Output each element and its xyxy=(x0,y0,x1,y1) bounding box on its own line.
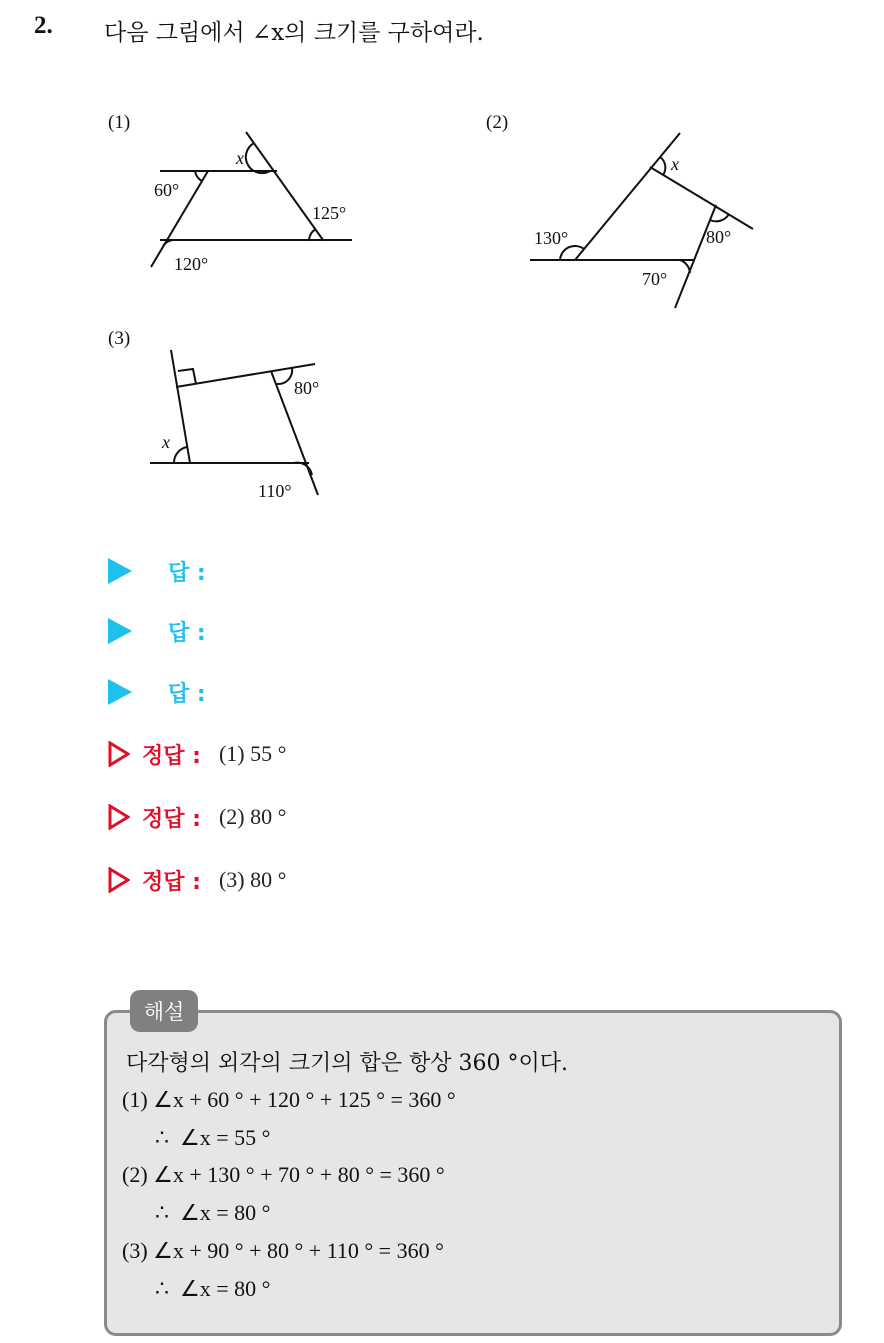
solution-label: 정답 : xyxy=(142,743,201,769)
answer-label: 답 : xyxy=(168,560,206,586)
figure-1-label: (1) xyxy=(108,112,131,133)
outline-triangle-icon xyxy=(108,804,130,830)
figure-2-angle-70: 70° xyxy=(642,269,668,289)
figure-2-label: (2) xyxy=(486,112,509,133)
figure-3-label: (3) xyxy=(108,328,131,349)
explanation-line-4: (2) ∠x + 130 ° + 70 ° + 80 ° = 360 ° xyxy=(122,1162,445,1187)
triangle-marker-icon xyxy=(108,618,132,644)
question-number: 2. xyxy=(34,12,53,39)
figure-2-diagram xyxy=(520,125,760,315)
triangle-marker-icon xyxy=(108,679,132,705)
explanation-line-3: ∴ ∠x = 55 ° xyxy=(122,1125,271,1150)
outline-triangle-icon xyxy=(108,741,130,767)
explanation-line-2: (1) ∠x + 60 ° + 120 ° + 125 ° = 360 ° xyxy=(122,1087,456,1112)
answer-label: 답 : xyxy=(168,620,206,646)
figure-3-x-label: x xyxy=(162,432,170,452)
answer-row-2 xyxy=(108,611,206,651)
solution-row-2 xyxy=(108,797,286,837)
figure-2-angle-80: 80° xyxy=(706,227,732,247)
explanation-line-5: ∴ ∠x = 80 ° xyxy=(122,1200,271,1225)
triangle-marker-icon xyxy=(108,558,132,584)
explanation-line-6: (3) ∠x + 90 ° + 80 ° + 110 ° = 360 ° xyxy=(122,1238,444,1263)
figure-2-angle-130: 130° xyxy=(534,228,569,248)
solution-value: (1) 55 ° xyxy=(218,741,287,766)
explanation-tab: 해설 xyxy=(130,990,198,1032)
figure-2-x-label: x xyxy=(671,154,679,174)
figure-3-angle-110: 110° xyxy=(258,481,292,501)
solution-label: 정답 : xyxy=(142,806,201,832)
figure-3-diagram xyxy=(140,340,340,505)
figure-3-angle-80: 80° xyxy=(294,378,320,398)
figure-1-diagram xyxy=(140,125,370,285)
figure-1-angle-60: 60° xyxy=(154,180,180,200)
solution-row-3 xyxy=(108,860,286,900)
explanation-line-1: 다각형의 외각의 크기의 합은 항상 360 °이다. xyxy=(126,1051,568,1076)
figure-1-angle-125: 125° xyxy=(312,203,347,223)
figure-1-angle-120: 120° xyxy=(174,254,209,274)
solution-value: (3) 80 ° xyxy=(218,867,287,892)
answer-label: 답 : xyxy=(168,681,206,707)
solution-value: (2) 80 ° xyxy=(218,804,287,829)
explanation-line-7: ∴ ∠x = 80 ° xyxy=(122,1276,271,1301)
solution-label: 정답 : xyxy=(142,869,201,895)
solution-row-1 xyxy=(108,734,286,774)
answer-row-3 xyxy=(108,672,206,712)
outline-triangle-icon xyxy=(108,867,130,893)
figure-1-x-label: x xyxy=(236,148,244,168)
answer-row-1 xyxy=(108,551,206,591)
question-text: 다음 그림에서 ∠x의 크기를 구하여라. xyxy=(104,20,484,46)
